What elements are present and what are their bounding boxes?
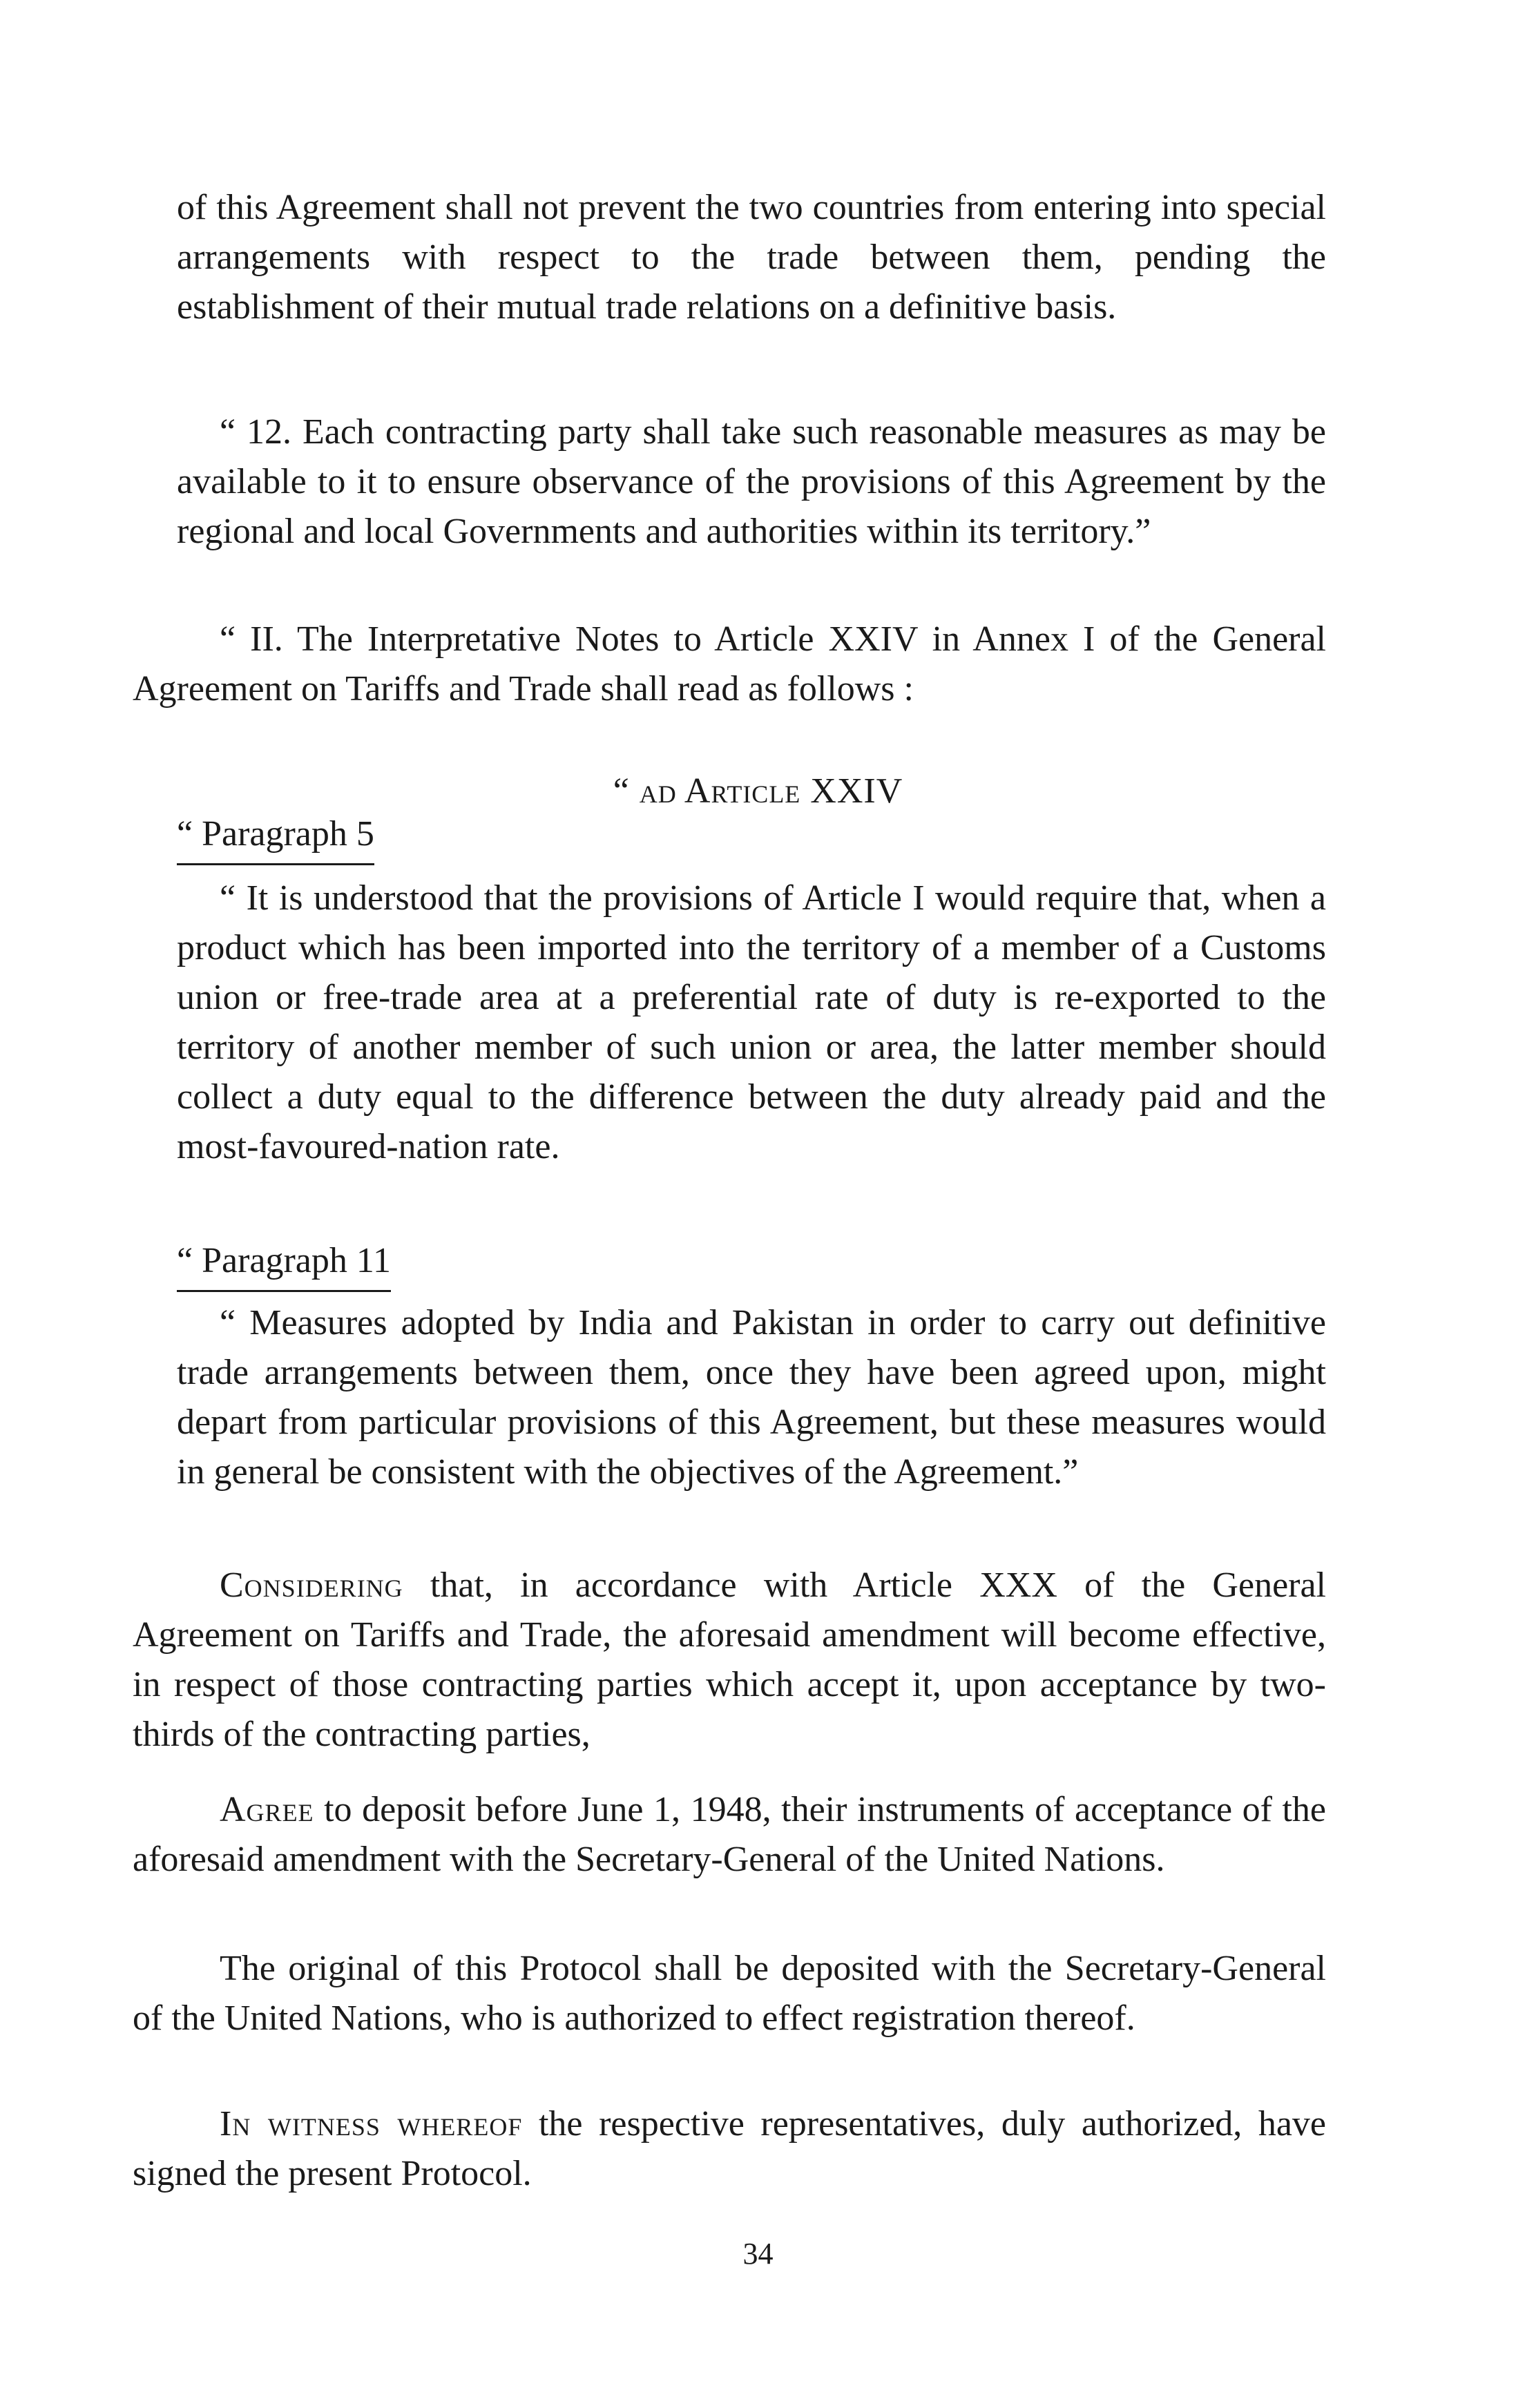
paragraph-5-text: “ It is understood that the provisions of Article I would require that, when a product which has been imported into the territory of a member of a Customs union or free-trade area at a preferential rate of duty is re-exported to the territory of another member of such union or area, the latter member should collect a duty equal to the difference between the duty already paid and the most-favoured-nation rate. — [177, 878, 1326, 1166]
witness-paragraph — [133, 2099, 1326, 2199]
considering-text: that, in accordance with Article XXX of the General Agreement on Tariffs and Trade, the aforesaid amendment will become effective, in respect of those contracting parties which accept it, upon acceptance by two-thirds of the contracting parties, — [133, 1566, 1326, 1754]
subheading-paragraph-11: “ Paragraph 11 — [177, 1236, 391, 1292]
agree-lead: Agree — [220, 1790, 314, 1829]
considering-lead: Considering — [220, 1566, 403, 1605]
witness-lead: In witness whereof — [220, 2104, 523, 2144]
paragraph-ii: “ II. The Interpretative Notes to Article XXIV in Annex I of the General Agreement on Tariffs and Trade shall read as follows : — [133, 619, 1326, 709]
agree-paragraph — [133, 1785, 1326, 1885]
original-paragraph: The original of this Protocol shall be deposited with the Secretary-General of the United Nations, who is authorized to effect registration thereof. — [133, 1949, 1326, 2038]
paragraph-continued: of this Agreement shall not prevent the two countries from entering into special arrangements with respect to the trade between them, pending the establishment of their mutual trade relations on a definitive basis. — [177, 188, 1326, 327]
witness-text: the respective representatives, duly authorized, have signed the present Protocol. — [133, 2104, 1326, 2193]
subheading-paragraph-5: “ Paragraph 5 — [177, 809, 374, 865]
page-number: 34 — [742, 2237, 774, 2271]
paragraph-12: “ 12. Each contracting party shall take such reasonable measures as may be available to it to ensure observance of the provisions of this Agreement by the regional and local Governments and authorities within its territory.” — [177, 412, 1326, 551]
section-heading: “ ad Article XXIV — [613, 771, 903, 811]
paragraph-11-text: “ Measures adopted by India and Pakistan in order to carry out definitive trade arrangements between them, once they have been agreed upon, might depart from particular provisions of this Agreement, but these measures would in general be consistent with the objectives of the Agreement.” — [177, 1303, 1326, 1492]
agree-text: to deposit before June 1, 1948, their instruments of acceptance of the aforesaid amendment with the Secretary-General of the United Nations. — [133, 1790, 1326, 1879]
considering-paragraph — [133, 1561, 1326, 1760]
